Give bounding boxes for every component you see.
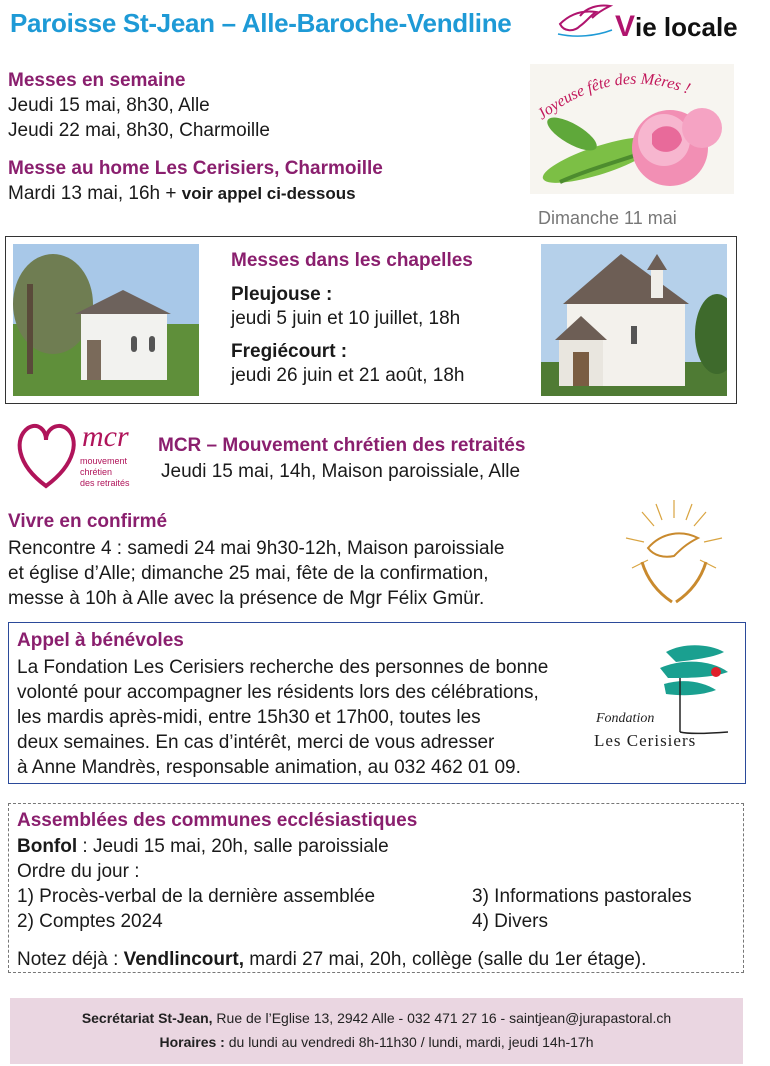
fondation-les-cerisiers-logo <box>592 638 738 750</box>
mcr-heading: MCR – Mouvement chrétien des retraités <box>158 435 526 456</box>
confirme-line: messe à 10h à Alle avec la présence de Mgr Félix Gmür. <box>8 588 485 609</box>
home-line: Mardi 13 mai, 16h + voir appel ci-dessous <box>8 183 356 204</box>
agenda-item: 3) Informations pastorales <box>472 886 692 907</box>
chapelles-heading: Messes dans les chapelles <box>231 250 473 271</box>
assemblees-ordre: Ordre du jour : <box>17 861 140 882</box>
confirme-line: Rencontre 4 : samedi 24 mai 9h30-12h, Maison paroissiale <box>8 538 505 559</box>
benevoles-heading: Appel à bénévoles <box>17 630 184 651</box>
benevoles-line: à Anne Mandrès, responsable animation, au 032 462 01 09. <box>17 757 521 778</box>
benevoles-line: La Fondation Les Cerisiers recherche des personnes de bonne <box>17 657 549 678</box>
mcr-line: Jeudi 15 mai, 14h, Maison paroissiale, Alle <box>161 461 521 482</box>
benevoles-line: deux semaines. En cas d’intérêt, merci de vous adresser <box>17 732 495 753</box>
mothers-day-caption: Dimanche 11 mai <box>538 208 677 228</box>
mcr-logo <box>12 416 148 492</box>
messes-semaine-line: Jeudi 22 mai, 8h30, Charmoille <box>8 120 270 141</box>
benevoles-line: les mardis après-midi, entre 15h30 et 17h00, toutes les <box>17 707 481 728</box>
svg-text:mouvement: mouvement <box>80 456 128 466</box>
svg-text:chrétien: chrétien <box>80 467 113 477</box>
messes-semaine-line: Jeudi 15 mai, 8h30, Alle <box>8 95 210 116</box>
confirme-heading: Vivre en confirmé <box>8 511 168 532</box>
svg-text:Fondation: Fondation <box>596 711 655 726</box>
svg-text:des retraités: des retraités <box>80 478 130 488</box>
benevoles-line: volonté pour accompagner les résidents lors des célébrations, <box>17 682 539 703</box>
agenda-item: 4) Divers <box>472 911 549 932</box>
section-label: Vie locale <box>615 10 738 43</box>
assemblees-note: Notez déjà : Vendlincourt, mardi 27 mai, 20h, collège (salle du 1er étage). <box>17 949 647 970</box>
assemblees-heading: Assemblées des communes ecclésiastiques <box>17 810 418 831</box>
chapel-place: Pleujouse : <box>231 284 333 305</box>
footer-address: Secrétariat St-Jean, Rue de l’Eglise 13, 2942 Alle - 032 471 27 16 - saintjean@jurapastoral.ch <box>81 1010 672 1026</box>
page-title: Paroisse St-Jean – Alle-Baroche-Vendline <box>10 8 512 38</box>
agenda-item: 2) Comptes 2024 <box>17 911 163 932</box>
chapel-pleujouse-image <box>13 244 199 396</box>
dove-logo-icon <box>556 2 614 42</box>
footer <box>10 998 743 1064</box>
chapel-fregiecourt-image <box>541 244 727 396</box>
dove-hands-icon <box>612 492 736 610</box>
home-heading: Messe au home Les Cerisiers, Charmoille <box>8 158 383 179</box>
chapel-place: Fregiécourt : <box>231 341 348 362</box>
svg-text:mcr: mcr <box>82 420 129 453</box>
svg-text:Les Cerisiers: Les Cerisiers <box>594 731 697 750</box>
mothers-day-banner <box>532 60 732 130</box>
messes-semaine-heading: Messes en semaine <box>8 70 186 91</box>
footer-hours: Horaires : du lundi au vendredi 8h-11h30 / lundi, mardi, jeudi 14h-17h <box>159 1034 594 1050</box>
chapel-dates: jeudi 5 juin et 10 juillet, 18h <box>231 308 461 329</box>
chapel-dates: jeudi 26 juin et 21 août, 18h <box>231 365 465 386</box>
svg-text:Joyeuse fête des Mères !: Joyeuse fête des Mères ! <box>534 70 693 124</box>
confirme-line: et église d’Alle; dimanche 25 mai, fête de la confirmation, <box>8 563 489 584</box>
assemblees-bonfol: Bonfol : Jeudi 15 mai, 20h, salle paroissiale <box>17 836 389 857</box>
agenda-item: 1) Procès-verbal de la dernière assemblée <box>17 886 376 907</box>
